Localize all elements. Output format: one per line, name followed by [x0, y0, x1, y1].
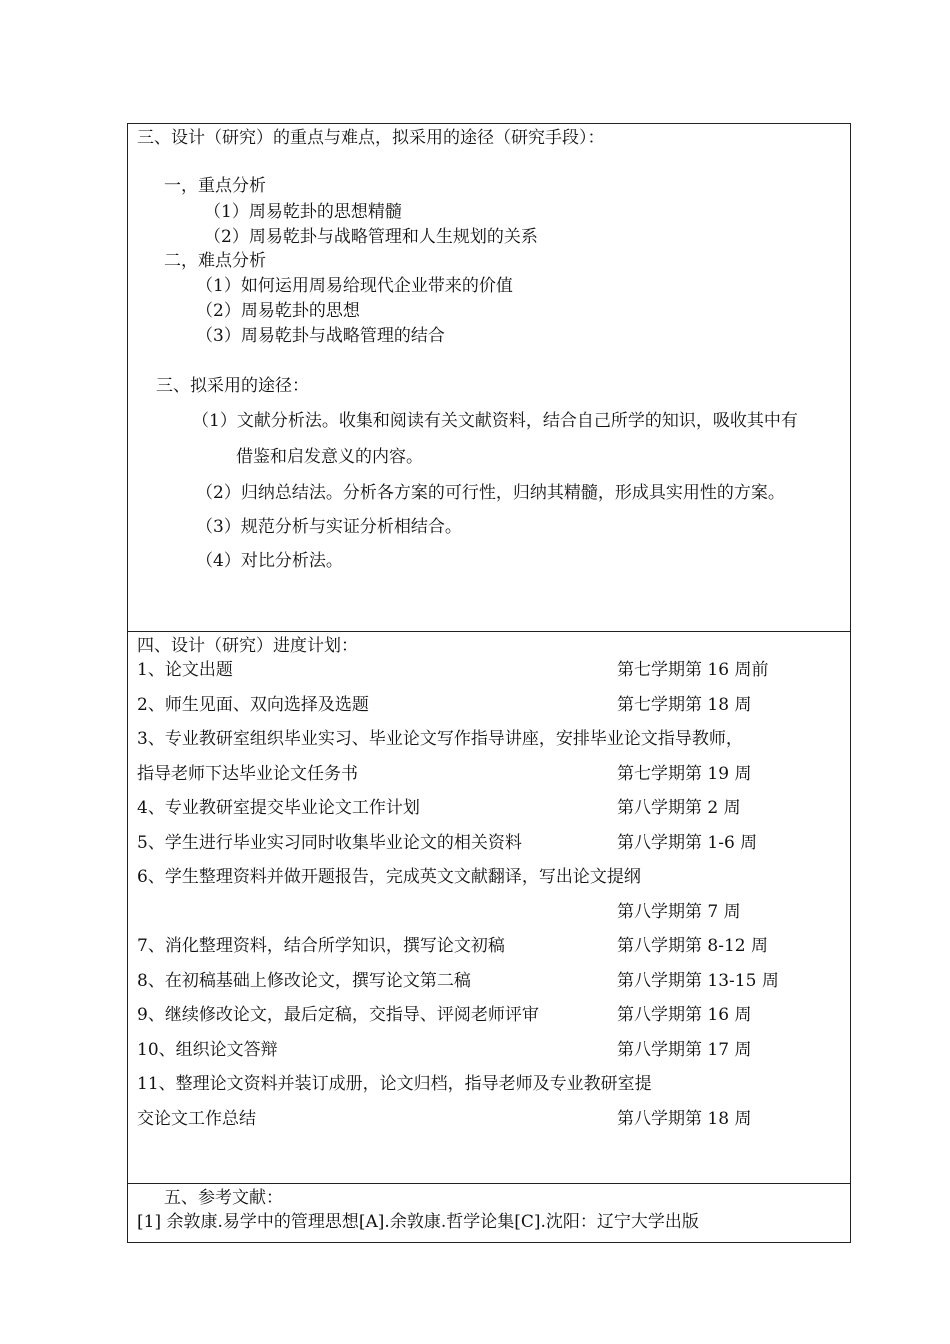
schedule-task: 7、消化整理资料，结合所学知识，撰写论文初稿 — [137, 936, 505, 956]
difficulty-item: （1）如何运用周易给现代企业带来的价值 — [196, 276, 513, 296]
key-point-item: （2）周易乾卦与战略管理和人生规划的关系 — [204, 227, 538, 247]
approach-item: （4）对比分析法。 — [196, 551, 343, 571]
approach-item-continued: 借鉴和启发意义的内容。 — [236, 447, 423, 467]
schedule-task-continued: 指导老师下达毕业论文任务书 — [137, 764, 358, 784]
schedule-task: 9、继续修改论文，最后定稿，交指导、评阅老师评审 — [137, 1005, 539, 1025]
schedule-task: 10、组织论文答辩 — [137, 1040, 278, 1060]
schedule-task: 11、整理论文资料并装订成册，论文归档，指导老师及专业教研室提 — [137, 1074, 652, 1094]
key-points-title: 一，重点分析 — [164, 176, 266, 196]
approach-item: （3）规范分析与实证分析相结合。 — [196, 517, 462, 537]
section-5-box — [127, 1183, 851, 1243]
schedule-date: 第八学期第 16 周 — [617, 1005, 752, 1025]
section-4-box — [127, 631, 851, 1184]
schedule-date: 第七学期第 18 周 — [617, 695, 752, 715]
schedule-task: 4、专业教研室提交毕业论文工作计划 — [137, 798, 420, 818]
section-4-heading: 四、设计（研究）进度计划： — [137, 636, 358, 656]
schedule-task: 3、专业教研室组织毕业实习、毕业论文写作指导讲座，安排毕业论文指导教师， — [137, 729, 743, 749]
schedule-date: 第八学期第 2 周 — [617, 798, 741, 818]
key-point-item: （1）周易乾卦的思想精髓 — [204, 202, 402, 222]
difficulties-title: 二，难点分析 — [164, 251, 266, 271]
reference-item: [1] 余敦康.易学中的管理思想[A].余敦康.哲学论集[C].沈阳：辽宁大学出版 — [137, 1212, 699, 1232]
schedule-task: 6、学生整理资料并做开题报告，完成英文文献翻译，写出论文提纲 — [137, 867, 641, 887]
schedule-date: 第七学期第 19 周 — [617, 764, 752, 784]
section-3-heading: 三、设计（研究）的重点与难点，拟采用的途径（研究手段）： — [137, 128, 605, 148]
approach-item: （1）文献分析法。收集和阅读有关文献资料，结合自己所学的知识，吸收其中有 — [192, 411, 798, 431]
approach-item: （2）归纳总结法。分析各方案的可行性，归纳其精髓，形成具实用性的方案。 — [196, 483, 785, 503]
schedule-date: 第八学期第 7 周 — [617, 902, 741, 922]
difficulty-item: （2）周易乾卦的思想 — [196, 301, 360, 321]
schedule-date: 第八学期第 13-15 周 — [617, 971, 779, 991]
schedule-date: 第七学期第 16 周前 — [617, 660, 769, 680]
schedule-date: 第八学期第 1-6 周 — [617, 833, 758, 853]
schedule-task: 2、师生见面、双向选择及选题 — [137, 695, 369, 715]
section-5-heading: 五、参考文献： — [164, 1188, 283, 1208]
approaches-title: 三、拟采用的途径： — [156, 376, 309, 396]
schedule-date: 第八学期第 8-12 周 — [617, 936, 768, 956]
schedule-task-continued: 交论文工作总结 — [137, 1109, 256, 1129]
section-3-box — [127, 123, 851, 632]
schedule-task: 8、在初稿基础上修改论文，撰写论文第二稿 — [137, 971, 471, 991]
schedule-date: 第八学期第 18 周 — [617, 1109, 752, 1129]
schedule-task: 1、论文出题 — [137, 660, 233, 680]
schedule-date: 第八学期第 17 周 — [617, 1040, 752, 1060]
difficulty-item: （3）周易乾卦与战略管理的结合 — [196, 326, 445, 346]
schedule-task: 5、学生进行毕业实习同时收集毕业论文的相关资料 — [137, 833, 522, 853]
